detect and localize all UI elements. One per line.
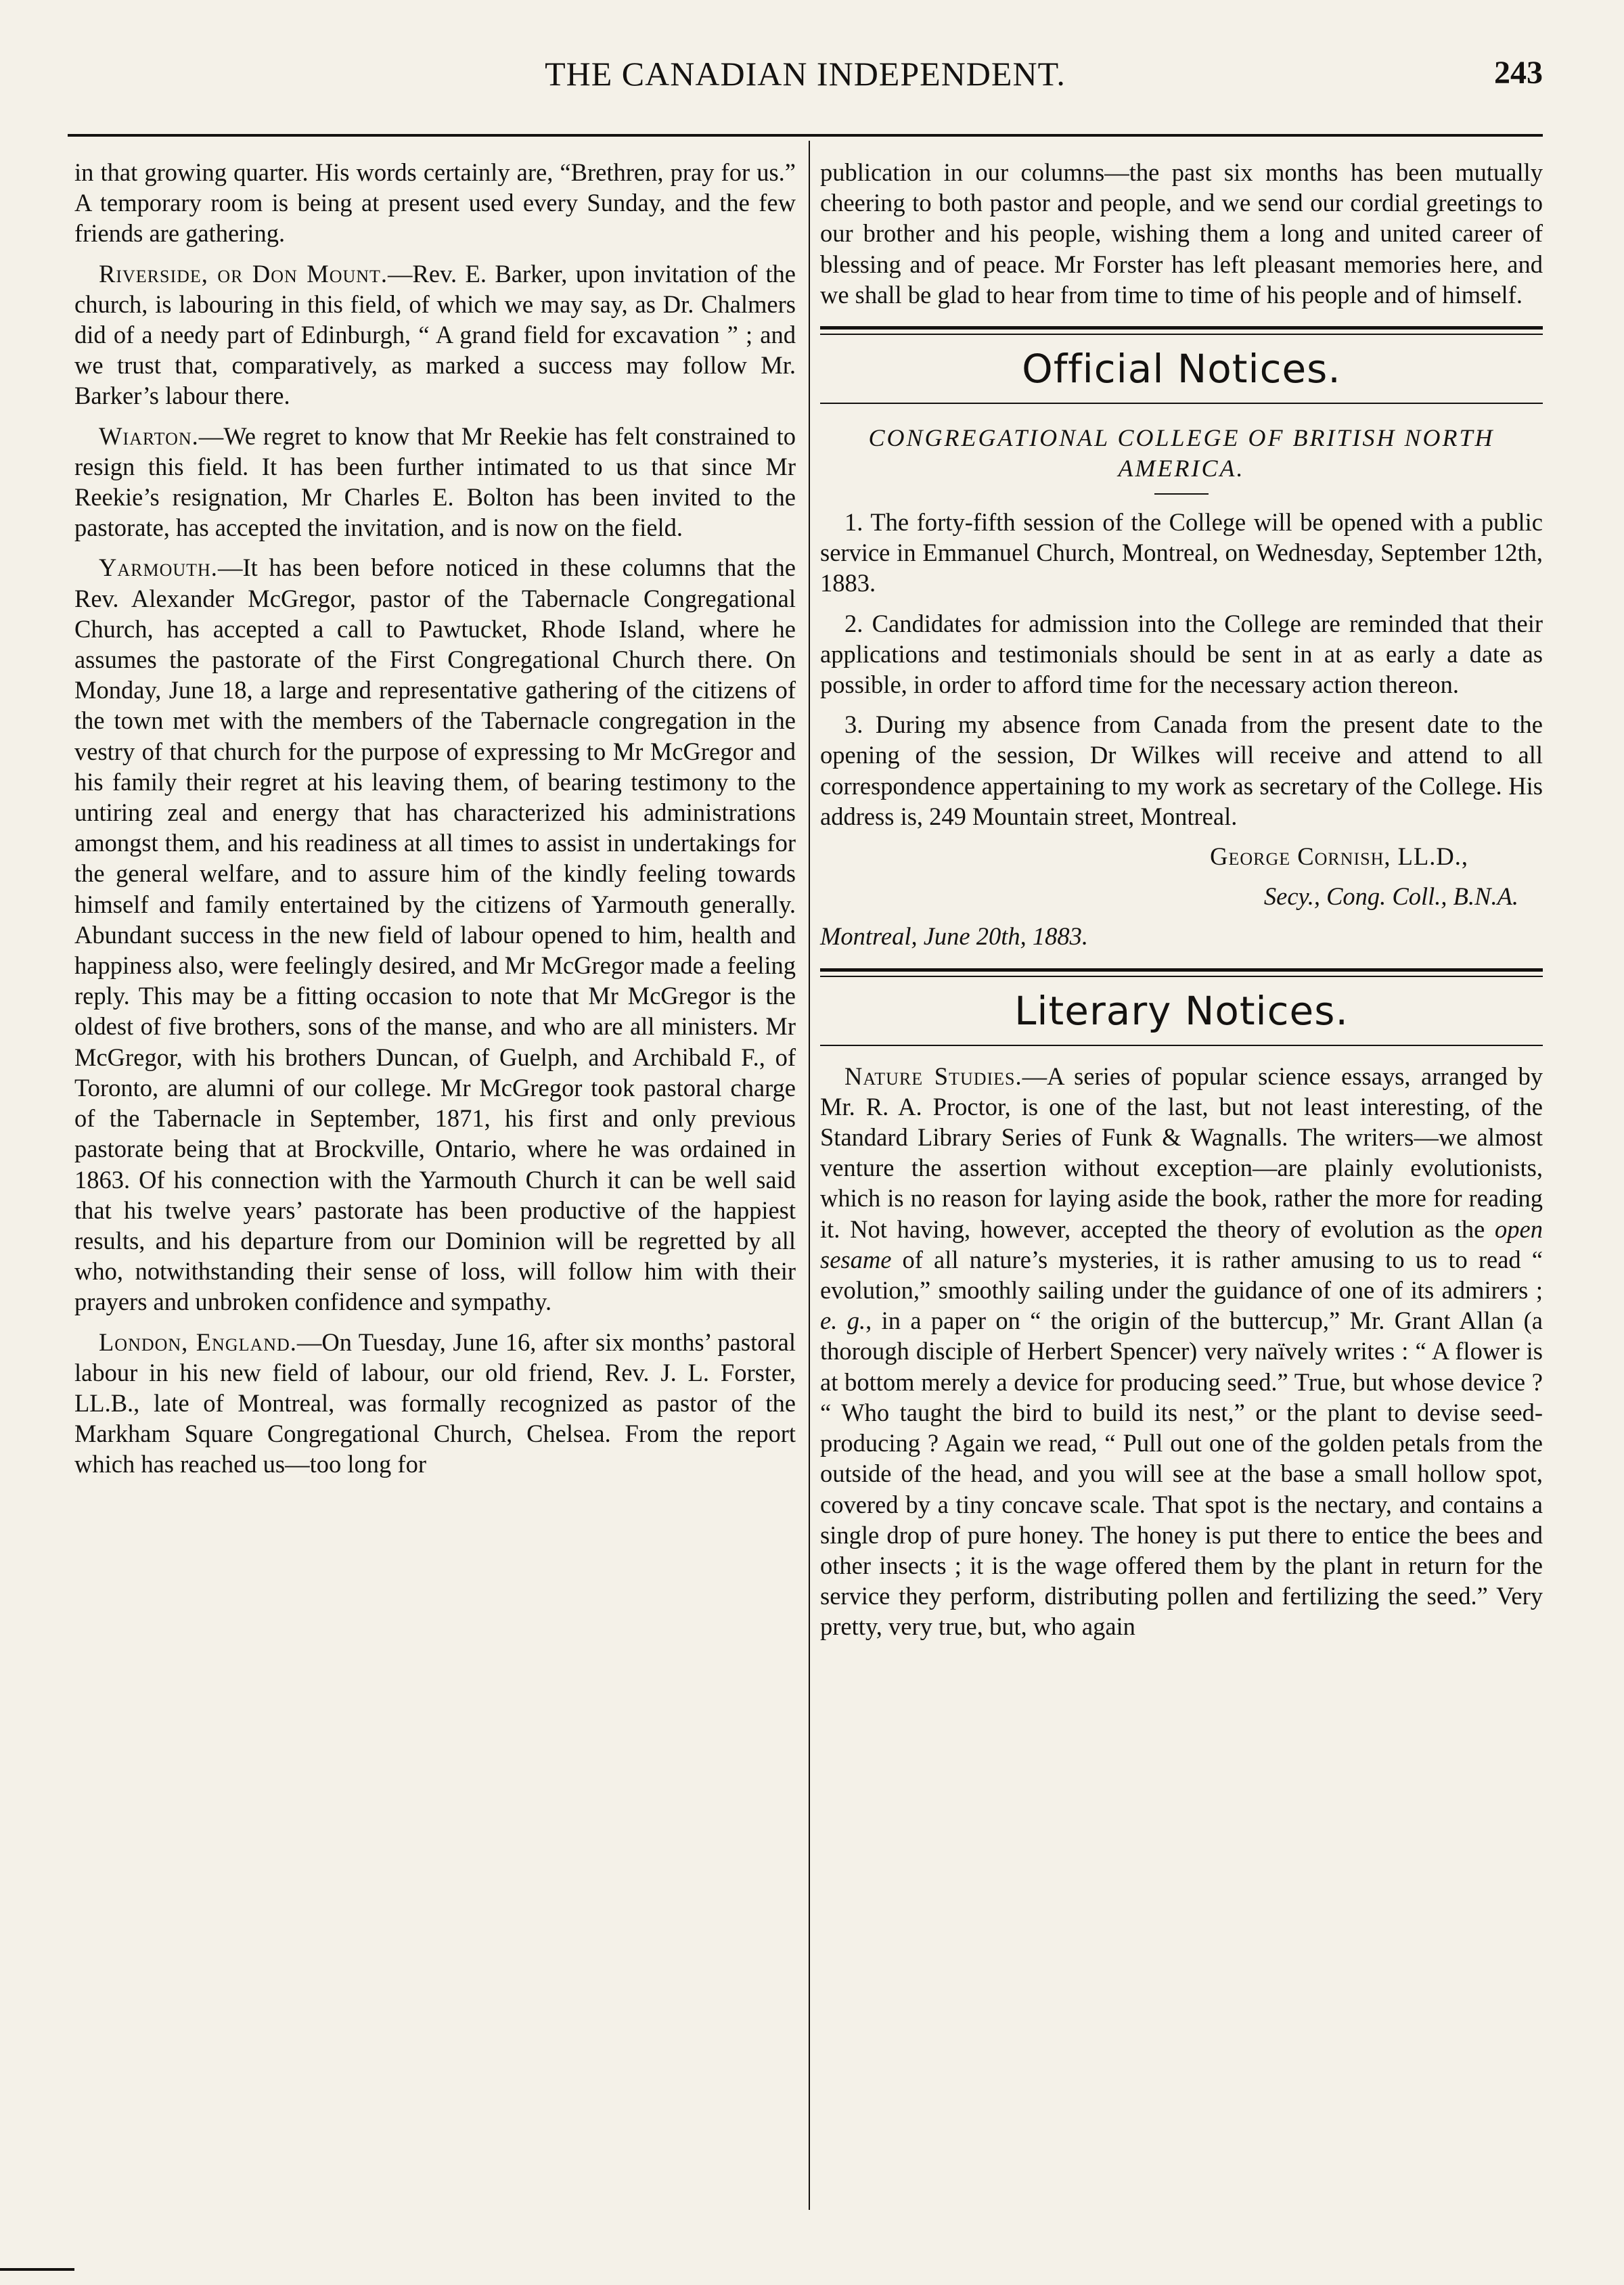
paragraph-nature-studies: Nature Studies.—A series of popular science essays, arranged by Mr. R. A. Proctor, is one of the last, but not least interesting, of the Standard Library Series of Funk & Wagnalls. The writers—we almost venture the assertion without exception—are plainly evolutionists, which is no reason for laying aside the book, rather the more for reading it. Not having, however, accepted the theory of evolution as the open sesame of all nature’s mysteries, it is rather amusing to us to read “ evolution,” smoothly sailing under the guidance of one of its admirers ; e. g., in a paper on “ the origin of the buttercup,” Mr. Grant Allan (a thorough disciple of Herbert Spencer) very naïvely writes : “ A flower is at bottom merely a device for producing seed.” True, but whose device ? “ Who taught the bird to build its nest,” or the plant to devise seed-producing ? Again we read, “ Pull out one of the golden petals from the outside of the head, and you will see at the base a small hollow spot, covered by a tiny concave scale. That spot is the nectary, and contains a single drop of pure honey. The honey is put there to entice the bees and other insects ; it is the wage offered them by the plant in return for the service they perform, distributing pollen and fertilizing the seed.” Very pretty, very true, but, who again <box>820 1062 1543 1641</box>
dateline: Montreal, June 20th, 1883. <box>820 922 1089 951</box>
place-heading: Riverside, or Don Mount. <box>99 259 388 288</box>
page-header <box>68 54 1543 108</box>
column-divider <box>809 141 810 2210</box>
italic-phrase: open sesame <box>820 1215 1543 1273</box>
signature-name: George Cornish, LL.D., <box>1210 842 1468 871</box>
paragraph-continuation: in that growing quarter. His words certainly are, “Brethren, pray for us.” A temporary room is being at present used every Sunday, and the few friends are gathering. <box>74 158 796 248</box>
section-rule <box>820 968 1543 977</box>
literary-notices-heading: Literary Notices. <box>1014 987 1349 1034</box>
section-rule <box>820 1045 1543 1046</box>
right-column <box>820 157 1543 1652</box>
section-rule <box>820 326 1543 335</box>
running-title: THE CANADIAN INDEPENDENT. <box>545 55 1066 93</box>
page-number: 243 <box>1494 55 1543 91</box>
paragraph-continuation: publication in our columns—the past six months has been mutually cheering to both pastor and people, and we send our cordial greetings to our brother and his people, wishing them a long and united career of blessing and of peace. Mr Forster has left pleasant memories here, and we shall be glad to hear from time to time of his people and of himself. <box>820 158 1543 309</box>
italic-abbreviation: e. g. <box>820 1307 866 1335</box>
official-notices-heading: Official Notices. <box>1022 346 1341 392</box>
place-heading: Wiarton. <box>99 422 199 450</box>
paragraph-wiarton: Wiarton.—We regret to know that Mr Reekie has felt constrained to resign this field. It has been further intimated to us that since Mr Reekie’s resignation, Mr Charles E. Bolton has been invited to the pastorate, has accepted the invitation, and is now on the field. <box>74 422 796 542</box>
college-title: CONGREGATIONAL COLLEGE OF BRITISH NORTH AMERICA. <box>868 424 1495 482</box>
margin-mark <box>0 2268 74 2271</box>
paragraph-riverside: Riverside, or Don Mount.—Rev. E. Barker, upon invitation of the church, is labouring in this field, of which we may say, as Dr. Chalmers did of a needy part of Edinburgh, “ A grand field for excavation ” ; and we trust that, comparatively, as marked a success may follow Mr. Barker’s labour there. <box>74 259 796 410</box>
notice-item-2: 2. Candidates for admission into the College are reminded that their applications and testimonials should be sent in at as early a date as possible, in order to afford time for the necessary action thereon. <box>820 609 1543 699</box>
header-rule <box>68 134 1543 137</box>
signature-title: Secy., Cong. Coll., B.N.A. <box>1263 882 1518 911</box>
notice-item-3: 3. During my absence from Canada from the present date to the opening of the session, Dr Wilkes will receive and attend to all correspondence appertaining to my work as secretary of the College. His address is, 249 Mountain street, Montreal. <box>820 710 1543 830</box>
place-heading: Yarmouth. <box>99 553 218 582</box>
place-heading: London, England. <box>99 1328 297 1356</box>
short-rule <box>1154 493 1209 495</box>
paragraph-yarmouth: Yarmouth.—It has been before noticed in these columns that the Rev. Alexander McGregor, pastor of the Tabernacle Congregational Church, has accepted a call to Pawtucket, Rhode Island, where he assumes the pastorate of the First Congregational Church there. On Monday, June 18, a large and representative gathering of the citizens of the town met with the members of the Tabernacle congregation in the vestry of that church for the purpose of expressing to Mr McGregor and his family their regret at his leaving them, of bearing testimony to the untiring zeal and energy that has characterized his administrations amongst them, and his readiness at all times to assist in undertakings for the general welfare, and to assure him of the kindly feeling towards himself and family entertained by the citizens of Yarmouth generally. Abundant success in the new field of labour opened to him, health and happiness also, were feelingly desired, and Mr McGregor made a feeling reply. This may be a fitting occasion to note that Mr McGregor is the oldest of five brothers, sons of the manse, and who are all ministers. Mr McGregor, with his brothers Duncan, of Guelph, and Archibald F., of Toronto, are alumni of our college. Mr McGregor took pastoral charge of the Tabernacle in September, 1871, his first and only previous pastorate being that at Brockville, Ontario, where he was ordained in 1863. Of his connection with the Yarmouth Church it can be well said that his twelve years’ pastorate has been productive of the happiest results, and his departure from our Dominion will be regretted by all who, notwithstanding their sense of loss, will follow him with their prayers and unbroken confidence and sympathy. <box>74 553 796 1316</box>
section-rule <box>820 403 1543 404</box>
left-column <box>74 157 796 1489</box>
notice-item-1: 1. The forty-fifth session of the College will be opened with a public service in Emmanuel Church, Montreal, on Wednesday, September 12th, 1883. <box>820 508 1543 597</box>
book-title: Nature Studies. <box>844 1062 1022 1090</box>
paragraph-london: London, England.—On Tuesday, June 16, after six months’ pastoral labour in his new field of labour, our old friend, Rev. J. L. Forster, LL.B., late of Montreal, was formally recognized as pastor of the Markham Square Congregational Church, Chelsea. From the report which has reached us—too long for <box>74 1328 796 1478</box>
